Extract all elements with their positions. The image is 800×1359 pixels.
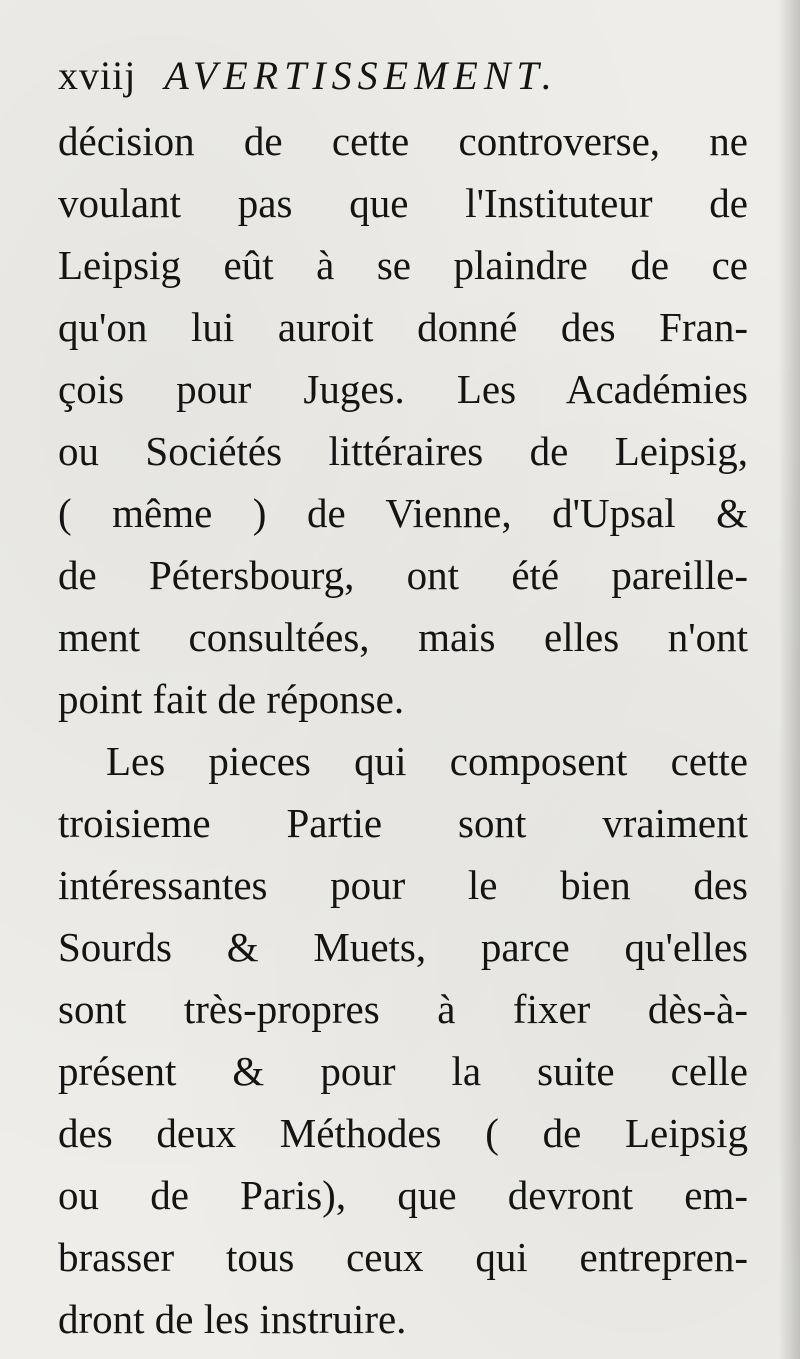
text-line: qu'on lui auroit donné des Fran- (58, 304, 748, 350)
running-title: AVERTISSEMENT. (164, 53, 558, 98)
text-line: ( même ) de Vienne, d'Upsal & (58, 490, 748, 536)
text-line: brasser tous ceux qui entrepren- (58, 1234, 748, 1280)
page-number: xviij (58, 53, 137, 98)
page-edge-shadow (778, 0, 800, 1359)
text-line: dront de les instruire. (58, 1296, 407, 1342)
text-line: çois pour Juges. Les Académies (58, 366, 748, 412)
paragraph-1 (58, 110, 748, 730)
text-line: ou de Paris), que devront em- (58, 1172, 748, 1218)
text-line: décision de cette controverse, ne (58, 118, 748, 164)
text-line: Leipsig eût à se plaindre de ce (58, 242, 748, 288)
text-line: point fait de réponse. (58, 676, 405, 722)
text-line: Sourds & Muets, parce qu'elles (58, 924, 748, 970)
body-text (58, 110, 748, 1350)
text-line: sont très-propres à fixer dès-à- (58, 986, 748, 1032)
text-line: troisieme Partie sont vraiment (58, 800, 748, 846)
text-line: présent & pour la suite celle (58, 1048, 748, 1094)
text-line: des deux Méthodes ( de Leipsig (58, 1110, 748, 1156)
running-header (58, 52, 558, 102)
text-line: intéressantes pour le bien des (58, 862, 748, 908)
text-line: ou Sociétés littéraires de Leipsig, (58, 428, 748, 474)
text-line: voulant pas que l'Instituteur de (58, 180, 748, 226)
paragraph-2 (58, 730, 748, 1350)
text-line: ment consultées, mais elles n'ont (58, 614, 748, 660)
text-line: Les pieces qui composent cette (106, 738, 748, 784)
text-line: de Pétersbourg, ont été pareille- (58, 552, 748, 598)
